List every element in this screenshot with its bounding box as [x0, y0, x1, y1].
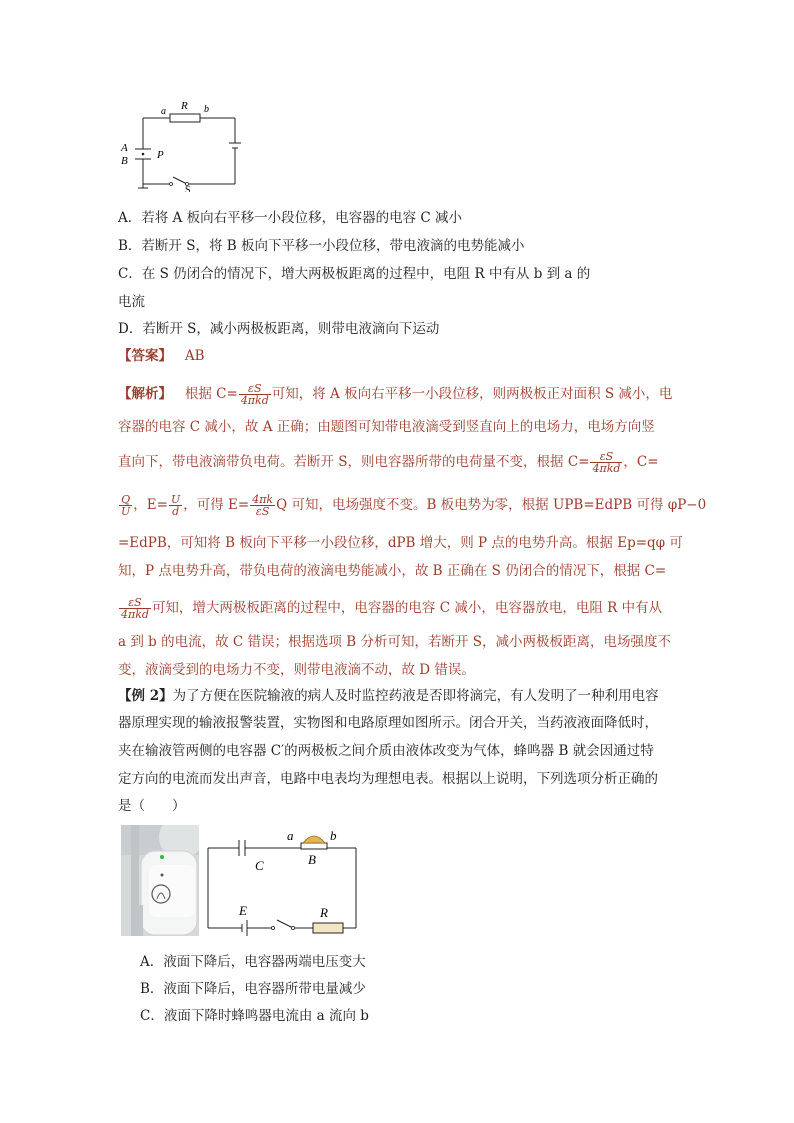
frac-num: Q: [119, 494, 132, 506]
frac-num: U: [170, 493, 181, 506]
formula-fraction: [169, 494, 182, 517]
frac-den: U: [121, 505, 131, 518]
answer-line: [118, 346, 205, 366]
q1-option-b: B．若断开 S，将 B 板向下平移一小段位移，带电液滴的电势能减小: [118, 238, 525, 254]
q1-option-a: A．若将 A 板向右平移一小段位移，电容器的电容 C 减小: [118, 210, 462, 226]
analysis-text: ，可得 E=: [183, 497, 250, 513]
q1-option-c-cont: 电流: [118, 294, 145, 310]
analysis-text: 根据 C=: [184, 386, 238, 402]
buzzer-icon: [303, 836, 325, 843]
label-a2: a: [287, 828, 294, 843]
frac-den: εS: [255, 505, 270, 518]
analysis-text: 直向下，带电液滴带负电荷。若断开 S，则电容器所带的电荷量不变，根据 C=: [118, 454, 590, 470]
analysis-tag: 【解析】: [118, 386, 172, 402]
q2-stem-text: 为了方便在医院输液的病人及时监控药液是否即将滴完，有人发明了一种利用电容: [172, 688, 659, 704]
label-E: E: [239, 903, 247, 918]
frac-den: 4πkd: [121, 608, 149, 621]
label-a: a: [161, 106, 166, 117]
analysis-text: 可知，增大两极板距离的过程中，电容器的电容 C 减小，电容器放电，电阻 R 中有从: [151, 600, 663, 616]
label-S: S: [185, 185, 191, 192]
q2-stem-line-3: 夹在输液管两侧的电容器 C′的两极板之间介质由液体改变为气体，蜂鸣器 B 就会因通过特: [118, 743, 654, 759]
q1-option-c: C．在 S 仍闭合的情况下，增大两极板距离的过程中，电阻 R 中有从 b 到 a 的: [118, 266, 591, 282]
formula-fraction: [250, 494, 275, 517]
q2-stem-line-2: 器原理实现的输液报警装置，实物图和电路原理如图所示。闭合开关，当药液液面降低时，: [118, 715, 658, 731]
label-R: R: [181, 100, 188, 112]
q2-tag: 【例 2】: [118, 688, 173, 704]
buzzer-base: [301, 843, 327, 849]
analysis-line-4: [118, 494, 706, 517]
analysis-text: ，E=: [133, 497, 168, 513]
photo-illustration: [121, 825, 199, 936]
analysis-line-2: 容器的电容 C 减小，故 A 正确；由题图可知带电液滴受到竖直向上的电场力，电场方向竖: [118, 419, 655, 435]
frac-num: εS: [590, 451, 622, 463]
q2-stem-line-1: [118, 686, 659, 706]
frac-den: 4πkd: [592, 462, 621, 475]
label-B: B: [121, 155, 128, 167]
analysis-text: ，C=: [623, 454, 659, 470]
answer-value: AB: [184, 348, 205, 364]
label-b2: b: [330, 828, 337, 843]
formula-fraction: [239, 383, 271, 406]
infusion-alarm-photo: [121, 825, 199, 936]
resistor-R2: [313, 923, 343, 933]
q2-stem-line-5: 是（ ）: [118, 798, 186, 814]
frac-num: εS: [119, 597, 151, 609]
label-B2: B: [308, 852, 316, 867]
frac-den: d: [172, 505, 180, 518]
answer-tag: 【答案】: [118, 348, 172, 364]
q2-option-b: B．液面下降后，电容器所带电量减少: [140, 981, 366, 997]
formula-fraction: [590, 451, 622, 474]
analysis-line-9: 变，液滴受到的电场力不变，则带电液滴不动，故 D 错误。: [118, 662, 475, 678]
q2-option-c: C．液面下降时蜂鸣器电流由 a 流向 b: [140, 1008, 369, 1024]
circuit-diagram-1-svg: [115, 96, 245, 192]
resistor-R: [170, 114, 200, 122]
formula-fraction: [119, 597, 151, 620]
label-P: P: [157, 149, 164, 161]
label-R2: R: [320, 905, 328, 920]
analysis-text: 可知，将 A 板向右平移一小段位移，则两极板正对面积 S 减小，电: [271, 386, 673, 402]
label-b: b: [204, 104, 209, 115]
analysis-text: Q 可知，电场强度不变。B 板电势为零，根据 UPB=EdPB 可得 φP−0: [276, 497, 707, 513]
frac-num: εS: [239, 383, 271, 395]
circuit-diagram-2: [205, 826, 365, 938]
analysis-line-3: [118, 451, 659, 474]
analysis-line-7: [118, 597, 662, 620]
q1-option-d: D．若断开 S，减小两极板距离，则带电液滴向下运动: [118, 321, 440, 337]
analysis-line-8: a 到 b 的电流，故 C 错误；根据选项 B 分析可知，若断开 S，减小两极板距离，电场强度不: [118, 634, 672, 650]
label-C: C: [255, 858, 264, 873]
q2-option-a: A．液面下降后，电容器两端电压变大: [140, 954, 366, 970]
frac-num: 4πk: [252, 493, 274, 506]
analysis-line-1: [118, 383, 672, 406]
circuit-diagram-1: [115, 96, 245, 192]
frac-den: 4πkd: [240, 394, 269, 407]
analysis-line-5: =EdPB，可知将 B 板向下平移一小段位移，dPB 增大，则 P 点的电势升高。根据 Ep=qφ 可: [118, 535, 683, 551]
analysis-line-6: 知，P 点电势升高，带负电荷的液滴电势能减小，故 B 正确在 S 仍闭合的情况下，根据 C=: [118, 563, 667, 579]
q2-stem-line-4: 定方向的电流而发出声音，电路中电表均为理想电表。根据以上说明，下列选项分析正确的: [118, 771, 658, 787]
circuit-diagram-2-svg: [205, 826, 365, 938]
formula-fraction: [119, 494, 132, 517]
label-A: A: [121, 142, 128, 154]
